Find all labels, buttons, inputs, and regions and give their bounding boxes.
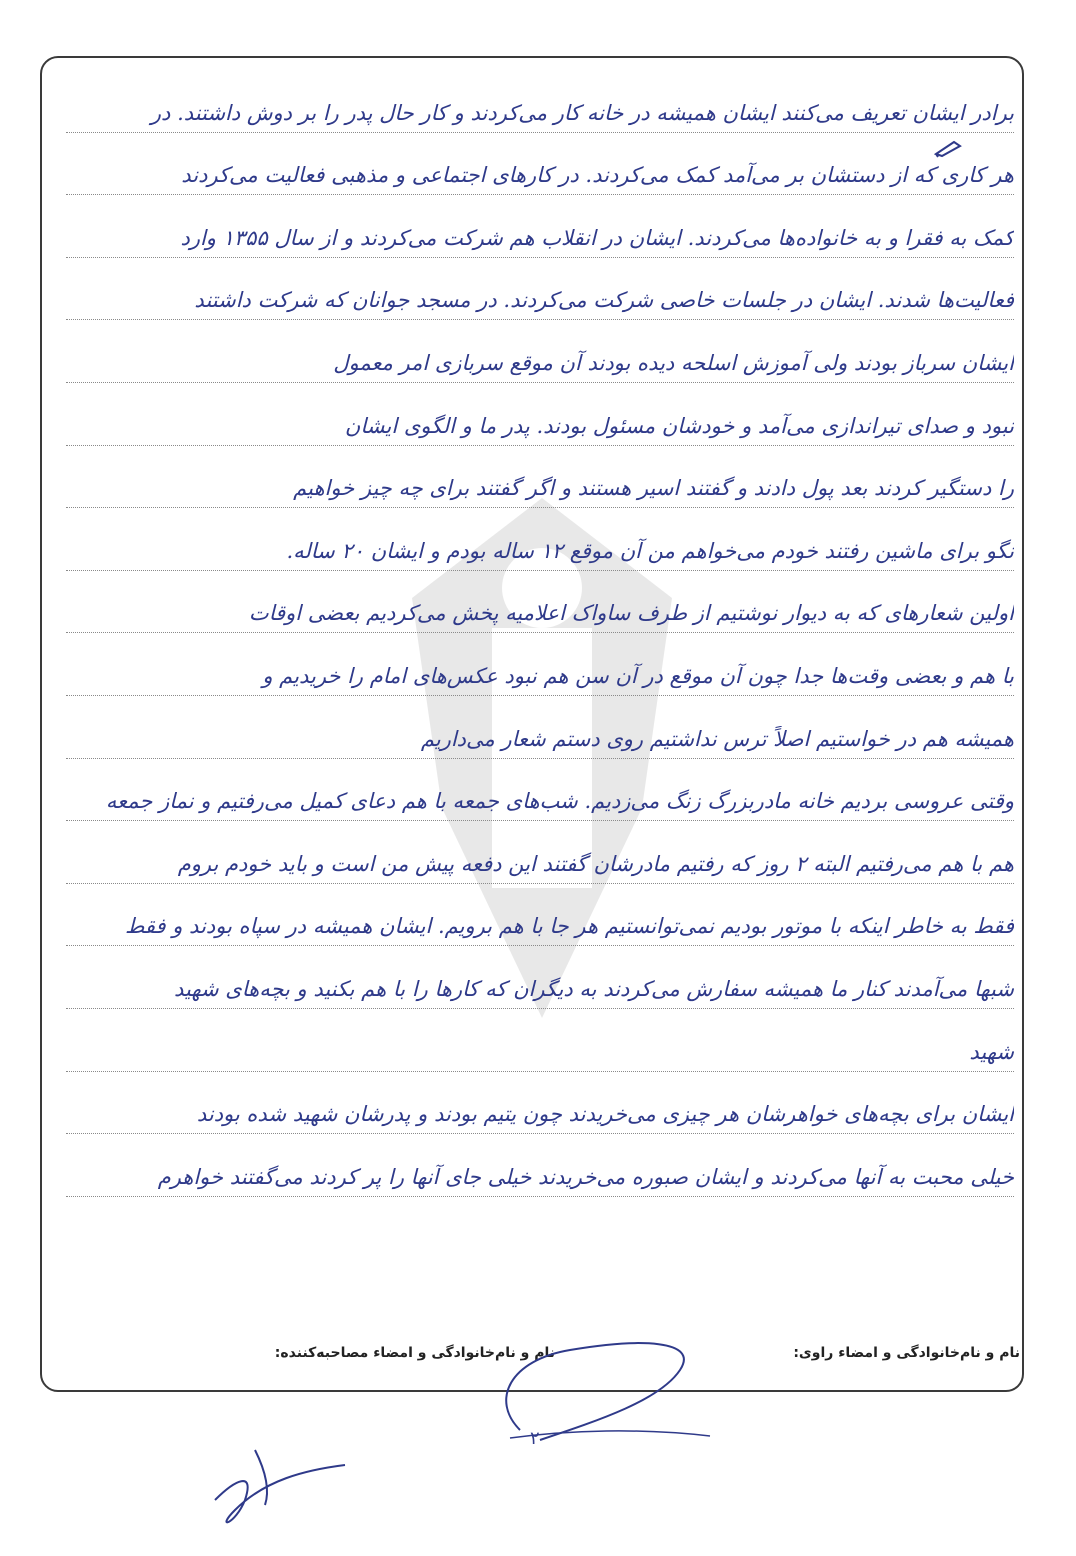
text-line: [66, 696, 1014, 759]
text-line: [66, 759, 1014, 822]
interviewer-signature: [480, 1310, 720, 1460]
text-line: [66, 633, 1014, 696]
line-text: هر کاری که از دستشان بر می‌آمد کمک می‌کردند. در کارهای اجتماعی و مذهبی فعالیت می‌کردند: [181, 163, 1014, 188]
text-line: [66, 571, 1014, 634]
text-line: [66, 1072, 1014, 1135]
line-text: همیشه هم در خواستیم اصلاً ترس نداشتیم روی دستم شعار می‌داریم: [420, 726, 1014, 751]
text-line: [66, 383, 1014, 446]
interviewer-signature-label: نام و نام‌خانوادگی و امضاء مصاحبه‌کننده:: [274, 1345, 555, 1361]
text-line: [66, 821, 1014, 884]
text-line: [66, 1009, 1014, 1072]
handwritten-lines: [66, 70, 1014, 1197]
line-text: کمک به فقرا و به خانواده‌ها می‌کردند. ایشان در انقلاب هم شرکت می‌کردند و از سال ۱۳۵۵ وارد: [180, 225, 1014, 250]
text-line: [66, 508, 1014, 571]
text-line: [66, 195, 1014, 258]
line-text: نبود و صدای تیراندازی می‌آمد و خودشان مسئول بودند. پدر ما و الگوی ایشان: [344, 413, 1014, 438]
line-text: شهید: [969, 1039, 1014, 1064]
text-line: [66, 446, 1014, 509]
line-text: شبها می‌آمدند کنار ما همیشه سفارش می‌کردند به دیگران که کارها را با هم بکنید و بچه‌های شهید: [174, 976, 1014, 1001]
line-text: خیلی محبت به آنها می‌کردند و ایشان صبوره می‌خریدند خیلی جای آنها را پر کردند می‌گفتند خواهرم: [157, 1164, 1014, 1189]
line-text: فعالیت‌ها شدند. ایشان در جلسات خاصی شرکت می‌کردند. در مسجد جوانان که شرکت داشتند: [194, 288, 1014, 313]
line-text: نگو برای ماشین رفتند خودم می‌خواهم من آن موقع ۱۲ ساله بودم و ایشان ۲۰ ساله.: [286, 538, 1014, 563]
line-text: ایشان سرباز بودند ولی آموزش اسلحه دیده بودند آن موقع سربازی امر معمول: [333, 350, 1014, 375]
line-text: برادر ایشان تعریف می‌کنند ایشان همیشه در خانه کار می‌کردند و کار حال پدر را بر دوش داشتند. در: [150, 100, 1014, 125]
page-number: ۲: [530, 1428, 540, 1449]
narrator-signature: [195, 1430, 385, 1535]
text-line: [66, 946, 1014, 1009]
line-text: ایشان برای بچه‌های خواهرشان هر چیزی می‌خریدند چون یتیم بودند و پدرشان شهید شده بودند: [196, 1102, 1014, 1127]
line-text: اولین شعارهای که به دیوار نوشتیم از طرف ساواک اعلامیه پخش می‌کردیم بعضی اوقات: [248, 601, 1014, 626]
line-text: هم با هم می‌رفتیم البته ۲ روز که رفتیم مادرشان گفتند این دفعه پیش من است و باید خودم بروم: [177, 851, 1014, 876]
text-line: [66, 133, 1014, 196]
text-line: [66, 1134, 1014, 1197]
line-text: با هم و بعضی وقت‌ها جدا چون آن موقع در آن سن هم نبود عکس‌های امام را خریدیم و: [262, 663, 1014, 688]
line-text: را دستگیر کردند بعد پول دادند و گفتند اسیر هستند و اگر گفتند برای چه چیز خواهیم: [293, 476, 1014, 501]
narrator-signature-label: نام و نام‌خانوادگی و امضاء راوی:: [793, 1345, 1020, 1361]
text-line: [66, 258, 1014, 321]
text-line: [66, 884, 1014, 947]
line-text: وقتی عروسی بردیم خانه مادربزرگ زنگ می‌زدیم. شب‌های جمعه با هم دعای کمیل می‌رفتیم و نماز جمعه: [105, 789, 1014, 814]
text-line: [66, 70, 1014, 133]
text-line: [66, 320, 1014, 383]
line-text: فقط به خاطر اینکه با موتور بودیم نمی‌توانستیم هر جا با هم برویم. ایشان همیشه در سپاه بودند و فقط: [124, 914, 1014, 939]
